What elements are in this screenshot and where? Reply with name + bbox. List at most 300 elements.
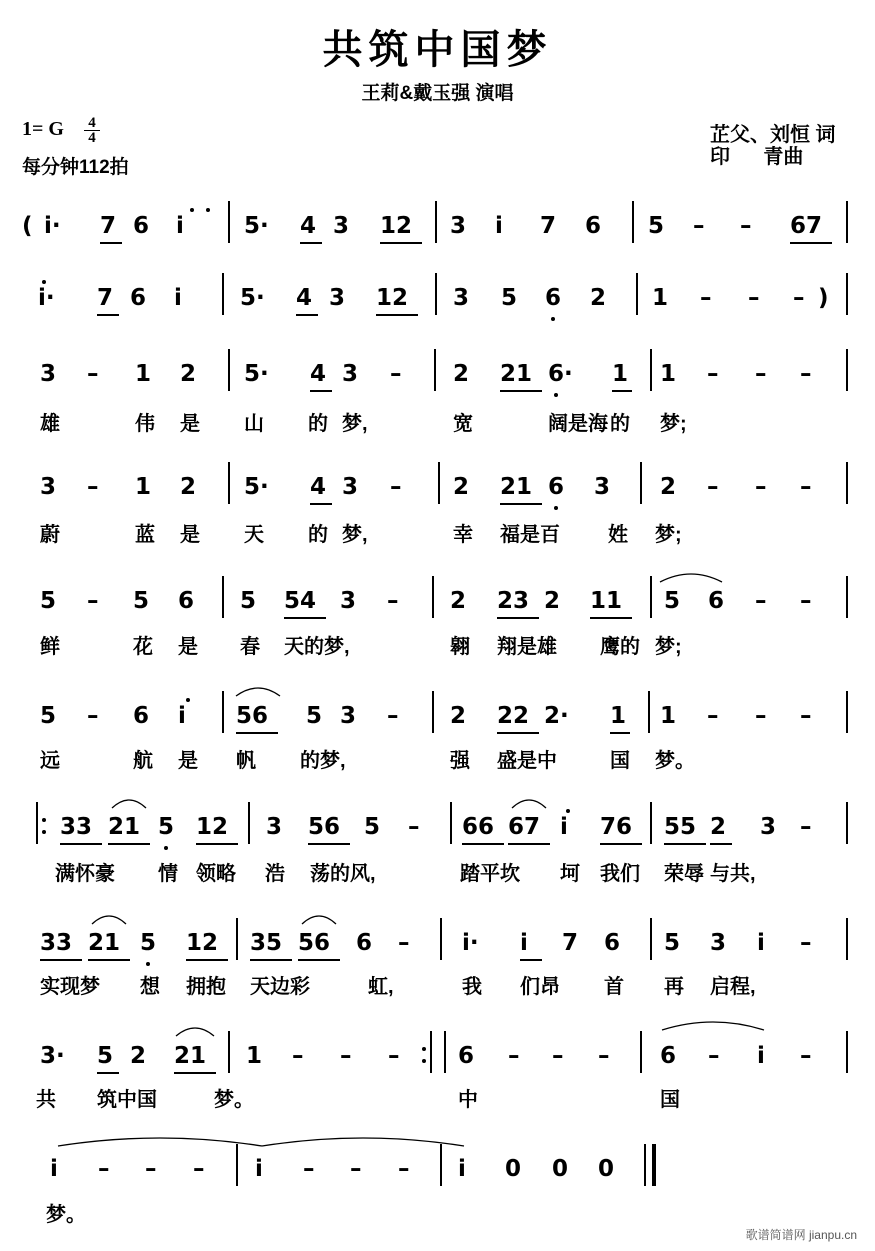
slur	[512, 796, 546, 810]
note: 6	[585, 213, 602, 239]
note: 7	[562, 930, 579, 956]
note: 21	[88, 930, 121, 956]
note: (	[22, 213, 33, 239]
note: 5	[240, 588, 257, 614]
note: –	[552, 1043, 564, 1069]
bar-line	[438, 462, 440, 504]
bar-line	[432, 576, 434, 618]
note: 33	[60, 814, 93, 840]
note: 5	[97, 1043, 114, 1069]
bar-line	[640, 1031, 642, 1073]
bar-line	[650, 802, 652, 844]
note: i	[50, 1156, 58, 1182]
note: –	[800, 1043, 812, 1069]
slur	[176, 1024, 214, 1038]
beam-underline	[60, 843, 102, 845]
lyric: 情	[158, 863, 178, 885]
note: 56	[236, 703, 269, 729]
bar-line	[248, 802, 250, 844]
note: 1	[610, 703, 627, 729]
lyric: 蔚	[40, 524, 60, 546]
octave-dot-below	[554, 506, 558, 510]
lyric: 坷	[560, 863, 580, 885]
lyric: 梦,	[342, 413, 368, 435]
note: 3	[333, 213, 350, 239]
note: –	[408, 814, 420, 840]
note: –	[303, 1156, 315, 1182]
bar-line	[650, 349, 652, 391]
note: 5	[158, 814, 175, 840]
lyric: 荡的风,	[310, 863, 376, 885]
note: 1	[652, 285, 669, 311]
note: 5	[501, 285, 518, 311]
note: 3	[266, 814, 283, 840]
score-line	[0, 211, 875, 241]
bar-line	[846, 462, 848, 504]
bar-line	[228, 462, 230, 504]
score-line	[0, 928, 875, 958]
note: 21	[500, 361, 533, 387]
note: –	[508, 1043, 520, 1069]
lyric-line	[0, 1083, 875, 1109]
note: –	[755, 703, 767, 729]
lyric: 虹,	[368, 976, 394, 998]
note: 3	[329, 285, 346, 311]
note: –	[740, 213, 752, 239]
bar-line	[652, 1144, 656, 1186]
lyric: 帆	[236, 750, 256, 772]
bar-line	[434, 349, 436, 391]
beam-underline	[590, 617, 632, 619]
note: 12	[186, 930, 219, 956]
bar-line	[648, 691, 650, 733]
beam-underline	[97, 314, 119, 316]
slur	[112, 796, 146, 810]
bar-line	[435, 201, 437, 243]
note: –	[707, 703, 719, 729]
note: 2	[590, 285, 607, 311]
beam-underline	[612, 390, 632, 392]
note: 4	[300, 213, 317, 239]
lyric: 的	[610, 413, 630, 435]
lyric: 梦,	[342, 524, 368, 546]
note: 5	[40, 588, 57, 614]
lyric-line	[0, 970, 875, 996]
score-line	[0, 472, 875, 502]
performer-credit: 王莉&戴玉强 演唱	[361, 83, 514, 104]
beam-underline	[462, 843, 504, 845]
note: 3	[710, 930, 727, 956]
key-signature: 1= G	[22, 118, 64, 140]
note: 2	[453, 474, 470, 500]
lyric-line	[0, 518, 875, 544]
lyric: 国	[660, 1089, 680, 1111]
lyric: 满怀豪	[55, 863, 115, 885]
slur	[58, 1134, 262, 1148]
note: 67	[790, 213, 823, 239]
note: –	[748, 285, 760, 311]
lyric: 翔是雄	[497, 636, 557, 658]
note: i	[176, 213, 184, 239]
note: 12	[196, 814, 229, 840]
beam-underline	[174, 1072, 216, 1074]
note: 7	[100, 213, 117, 239]
note: i·	[38, 285, 55, 311]
note: i	[495, 213, 503, 239]
note: 5	[664, 588, 681, 614]
bar-line	[440, 1144, 442, 1186]
bar-line	[236, 918, 238, 960]
octave-dot-above	[206, 208, 210, 212]
beam-underline	[380, 242, 422, 244]
bar-line	[640, 462, 642, 504]
score-line	[0, 586, 875, 616]
beam-underline	[310, 503, 332, 505]
lyric: 启程,	[710, 976, 756, 998]
bar-line	[444, 1031, 446, 1073]
note: 5	[648, 213, 665, 239]
lyric-line	[0, 744, 875, 770]
note: 7	[540, 213, 557, 239]
note: 3	[342, 361, 359, 387]
beam-underline	[497, 617, 539, 619]
note: i·	[44, 213, 61, 239]
score-line	[0, 359, 875, 389]
note: 6	[545, 285, 562, 311]
repeat-bar	[36, 802, 38, 844]
lyric: 山	[244, 413, 264, 435]
note: –	[800, 703, 812, 729]
note: 6	[708, 588, 725, 614]
note: –	[598, 1043, 610, 1069]
note: 56	[308, 814, 341, 840]
note: –	[700, 285, 712, 311]
time-signature	[82, 116, 102, 145]
note: 2	[660, 474, 677, 500]
note: 3	[40, 361, 57, 387]
lyric: 的	[308, 413, 328, 435]
slur	[660, 570, 722, 584]
note: 3	[340, 703, 357, 729]
note: 21	[500, 474, 533, 500]
note: 21	[108, 814, 141, 840]
note: 3	[340, 588, 357, 614]
bar-line	[636, 273, 638, 315]
score-line	[0, 701, 875, 731]
beam-underline	[600, 843, 642, 845]
beam-underline	[300, 242, 322, 244]
note: 5	[40, 703, 57, 729]
repeat-dot	[42, 830, 46, 834]
lyric-line	[0, 857, 875, 883]
beam-underline	[88, 959, 130, 961]
beam-underline	[186, 959, 228, 961]
slur	[236, 684, 280, 698]
repeat-dot	[422, 1047, 426, 1051]
note: 5·	[244, 361, 269, 387]
bar-line	[846, 349, 848, 391]
note: 7	[97, 285, 114, 311]
beam-underline	[296, 314, 318, 316]
note: i	[178, 703, 186, 729]
bar-line	[846, 273, 848, 315]
tempo-marking: 每分钟112拍	[22, 157, 129, 178]
note: i	[174, 285, 182, 311]
bar-line	[440, 918, 442, 960]
bar-line	[846, 576, 848, 618]
bar-line	[236, 1144, 238, 1186]
lyric: 花	[133, 636, 153, 658]
note: –	[87, 361, 99, 387]
note: 56	[298, 930, 331, 956]
lyric: 中	[458, 1089, 478, 1111]
note: –	[390, 474, 402, 500]
lyric: 梦。	[46, 1204, 86, 1226]
note: –	[145, 1156, 157, 1182]
note: 21	[174, 1043, 207, 1069]
note: 3	[453, 285, 470, 311]
slur	[662, 1018, 764, 1032]
lyric: 雄	[40, 413, 60, 435]
octave-dot-above	[566, 809, 570, 813]
lyric: 翱	[450, 636, 470, 658]
note: 6	[130, 285, 147, 311]
note: 5	[364, 814, 381, 840]
note: 2	[130, 1043, 147, 1069]
note: 1	[660, 361, 677, 387]
lyric: 幸	[453, 524, 473, 546]
lyric: 天的梦,	[284, 636, 350, 658]
note: –	[388, 1043, 400, 1069]
bar-line	[644, 1144, 646, 1186]
note: –	[800, 930, 812, 956]
beam-underline	[610, 732, 630, 734]
lyric: 梦。	[655, 750, 695, 772]
beam-underline	[664, 843, 706, 845]
note: 5	[140, 930, 157, 956]
octave-dot-above	[190, 208, 194, 212]
bar-line	[650, 918, 652, 960]
note: 2	[544, 588, 561, 614]
lyric: 航	[133, 750, 153, 772]
note: –	[707, 361, 719, 387]
lyricist-credit: 芷父、刘恒 词	[710, 124, 836, 146]
lyric: 是	[180, 413, 200, 435]
note: 5·	[240, 285, 265, 311]
bar-line	[846, 691, 848, 733]
beam-underline	[308, 843, 350, 845]
lyric: 天边彩	[250, 976, 310, 998]
note: 2	[180, 361, 197, 387]
beam-underline	[236, 732, 278, 734]
lyric: 荣辱	[664, 863, 704, 885]
note: i	[520, 930, 528, 956]
note: –	[708, 1043, 720, 1069]
note: –	[340, 1043, 352, 1069]
lyric: 想	[140, 976, 160, 998]
slur	[92, 912, 126, 926]
note: 1	[135, 361, 152, 387]
note: 54	[284, 588, 317, 614]
repeat-bar	[430, 1031, 432, 1073]
beam-underline	[97, 1072, 119, 1074]
note: 12	[376, 285, 409, 311]
note: –	[398, 1156, 410, 1182]
note: –	[193, 1156, 205, 1182]
note: –	[755, 474, 767, 500]
lyric: 再	[664, 976, 684, 998]
lyric: 天	[244, 524, 264, 546]
bar-line	[435, 273, 437, 315]
lyric: 梦。	[214, 1089, 254, 1111]
note: 0	[552, 1156, 569, 1182]
note: 2·	[544, 703, 569, 729]
note: –	[292, 1043, 304, 1069]
beam-underline	[790, 242, 832, 244]
song-title: 共筑中国梦	[322, 26, 553, 73]
lyric: 梦;	[655, 636, 682, 658]
lyric: 伟	[135, 413, 155, 435]
lyric: 的梦,	[300, 750, 346, 772]
lyric: 们昂	[520, 976, 560, 998]
note: –	[800, 361, 812, 387]
bar-line	[432, 691, 434, 733]
score-line	[0, 812, 875, 842]
bar-line	[228, 201, 230, 243]
lyric: 鹰的	[600, 636, 640, 658]
note: 66	[462, 814, 495, 840]
note: 3·	[40, 1043, 65, 1069]
composer-credit: 印 青曲	[710, 146, 804, 168]
lyric: 的	[308, 524, 328, 546]
note: 6	[660, 1043, 677, 1069]
note: –	[800, 474, 812, 500]
lyric-line	[0, 1198, 875, 1224]
lyric: 梦;	[655, 524, 682, 546]
lyric: 首	[604, 976, 624, 998]
beam-underline	[250, 959, 292, 961]
note: 5·	[244, 213, 269, 239]
lyric: 梦;	[660, 413, 687, 435]
repeat-dot	[422, 1059, 426, 1063]
beam-underline	[298, 959, 340, 961]
octave-dot-above	[186, 698, 190, 702]
note: 3	[342, 474, 359, 500]
bar-line	[846, 918, 848, 960]
time-sig-bottom: 4	[88, 130, 96, 146]
note: 11	[590, 588, 623, 614]
note: 4	[310, 361, 327, 387]
lyric: 盛是中	[497, 750, 557, 772]
note: 67	[508, 814, 541, 840]
note: 2	[450, 703, 467, 729]
note: 5·	[244, 474, 269, 500]
note: 12	[380, 213, 413, 239]
bar-line	[632, 201, 634, 243]
note: 3	[760, 814, 777, 840]
note: i	[458, 1156, 466, 1182]
octave-dot-below	[146, 962, 150, 966]
note: –	[800, 588, 812, 614]
note: 0	[598, 1156, 615, 1182]
note: i	[757, 1043, 765, 1069]
note: 6	[548, 474, 565, 500]
beam-underline	[376, 314, 418, 316]
bar-line	[222, 576, 224, 618]
bar-line	[846, 201, 848, 243]
beam-underline	[500, 503, 542, 505]
note: 6	[133, 703, 150, 729]
repeat-dot	[42, 818, 46, 822]
note: 22	[497, 703, 530, 729]
note: 0	[505, 1156, 522, 1182]
slur	[262, 1134, 464, 1148]
note: 6	[133, 213, 150, 239]
note: 3	[40, 474, 57, 500]
note: i·	[462, 930, 479, 956]
lyric: 共	[36, 1089, 56, 1111]
note: 4	[296, 285, 313, 311]
note: –	[87, 474, 99, 500]
note: –	[350, 1156, 362, 1182]
note: –	[390, 361, 402, 387]
bar-line	[846, 802, 848, 844]
beam-underline	[196, 843, 238, 845]
beam-underline	[40, 959, 82, 961]
note: 6	[356, 930, 373, 956]
lyric: 我们	[600, 863, 640, 885]
beam-underline	[500, 390, 542, 392]
note: 35	[250, 930, 283, 956]
note: 4	[310, 474, 327, 500]
note: )	[818, 285, 829, 311]
note: –	[693, 213, 705, 239]
bar-line	[222, 273, 224, 315]
note: 6	[178, 588, 195, 614]
octave-dot-below	[554, 393, 558, 397]
note: 1	[612, 361, 629, 387]
lyric: 强	[450, 750, 470, 772]
bar-line	[222, 691, 224, 733]
note: 5	[306, 703, 323, 729]
note: 6·	[548, 361, 573, 387]
note: 2	[180, 474, 197, 500]
octave-dot-below	[551, 317, 555, 321]
lyric-line	[0, 407, 875, 433]
beam-underline	[497, 732, 539, 734]
note: –	[87, 588, 99, 614]
beam-underline	[108, 843, 150, 845]
watermark: 歌谱简谱网 jianpu.cn	[745, 1228, 857, 1242]
bar-line	[650, 576, 652, 618]
note: 3	[450, 213, 467, 239]
lyric: 领略	[196, 863, 236, 885]
note: –	[755, 361, 767, 387]
lyric: 鲜	[40, 636, 60, 658]
octave-dot-above	[42, 280, 46, 284]
beam-underline	[284, 617, 326, 619]
slur	[302, 912, 336, 926]
note: i	[255, 1156, 263, 1182]
score-line	[0, 283, 875, 313]
note: –	[87, 703, 99, 729]
note: –	[398, 930, 410, 956]
lyric: 是	[178, 636, 198, 658]
note: 1	[135, 474, 152, 500]
lyric: 我	[462, 976, 482, 998]
note: –	[755, 588, 767, 614]
score-line	[0, 1041, 875, 1071]
